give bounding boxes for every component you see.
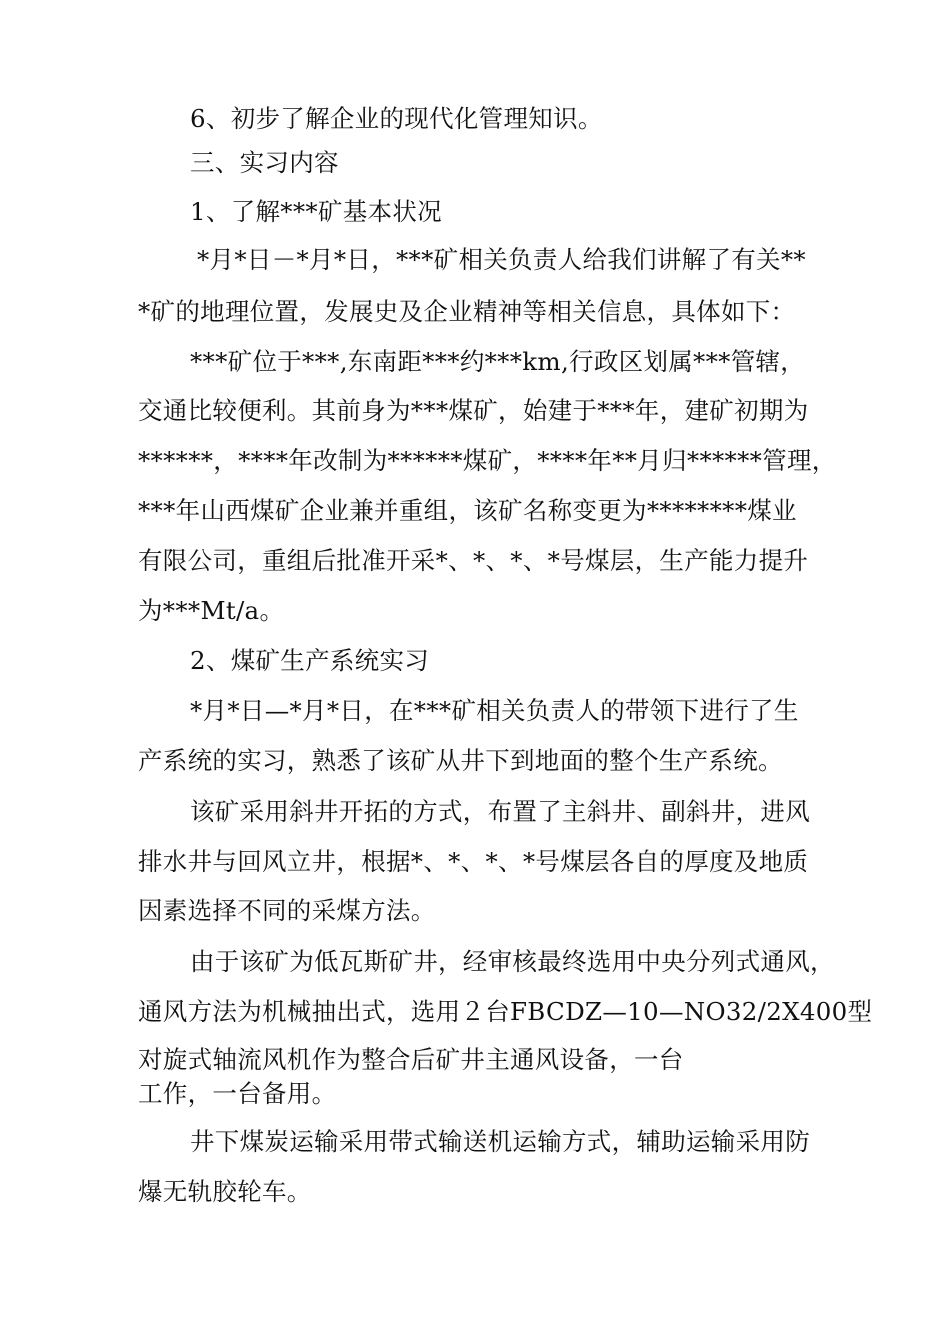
text-line: 通风方法为机械抽出式，选用２台FBCDZ—10—NO32/2X400型 [138,997,873,1026]
text-line: 由于该矿为低瓦斯矿井，经审核最终选用中央分列式通风， [190,947,835,976]
text-line: 有限公司，重组后批准开采*、*、*、*号煤层，生产能力提升 [138,546,809,575]
text-line: 交通比较便利。其前身为***煤矿，始建于***年，建矿初期为 [138,396,809,425]
text-line: 产系统的实习，熟悉了该矿从井下到地面的整个生产系统。 [138,746,783,775]
text-line: 该矿采用斜井开拓的方式，布置了主斜井、副斜井，进风 [190,797,810,826]
text-line: 因素选择不同的采煤方法。 [138,896,436,925]
section-heading-internship-content: 三、实习内容 [190,148,339,177]
text-line: 为***Mt/a。 [138,596,285,625]
text-line: 井下煤炭运输采用带式输送机运输方式，辅助运输采用防 [190,1127,810,1156]
text-line: *月*日－*月*日，***矿相关负责人给我们讲解了有关** [197,245,806,274]
text-line: 对旋式轴流风机作为整合后矿井主通风设备，一台 [138,1045,684,1074]
text-line-objective-6: 6、初步了解企业的现代化管理知识。 [190,104,603,133]
text-line: *月*日—*月*日，在***矿相关负责人的带领下进行了生 [190,696,799,725]
text-line: *矿的地理位置，发展史及企业精神等相关信息，具体如下： [138,297,796,326]
subheading-production-system: 2、煤矿生产系统实习 [190,646,430,675]
text-line: ******，****年改制为******煤矿，****年**月归******管理， [138,446,837,475]
text-line: ***矿位于***,东南距***约***km,行政区划属***管辖， [190,347,806,376]
subheading-basic-situation: 1、了解***矿基本状况 [190,197,442,226]
text-line: ***年山西煤矿企业兼并重组，该矿名称变更为********煤业 [138,496,797,525]
text-line: 工作，一台备用。 [138,1079,337,1108]
text-line: 爆无轨胶轮车。 [138,1177,312,1206]
text-line: 排水井与回风立井，根据*、*、*、*号煤层各自的厚度及地质 [138,847,809,876]
